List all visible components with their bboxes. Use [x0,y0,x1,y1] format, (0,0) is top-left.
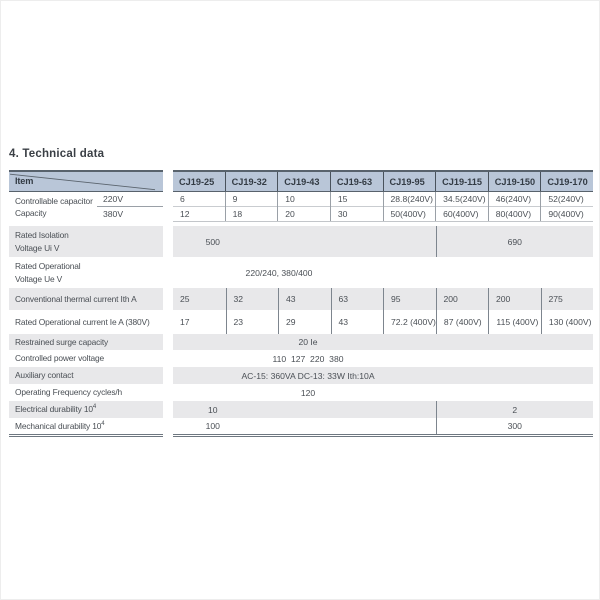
value-cell: 20 Ie [298,337,318,347]
row-label-text: Rated Operational current Ie A (380V) [15,316,150,327]
row-label-line [15,293,163,305]
value-cell: 80(400V) [495,208,532,219]
value-cell: 29 [278,310,331,334]
row-label [9,401,163,418]
row-label [9,257,163,288]
capacitor-column [540,192,593,221]
bottom-border-data-segment [173,434,593,437]
column-gap [163,170,173,192]
technical-data-table [9,170,593,438]
column-gap [163,350,173,367]
row-label-line [15,260,163,272]
table-row-ie [9,310,593,334]
row-label-text: Rated Operational [15,261,81,272]
voltage-sublabel: 220V [97,192,163,207]
value-cell: 20 [285,208,295,219]
capacitor-label-line: Capacity [15,208,47,218]
value-cell: 6 [173,192,225,207]
value-cell: 120 [300,387,316,398]
column-gap [163,434,173,438]
value-cell: 25 [180,294,190,304]
row-values [173,334,593,350]
row-values [173,418,593,434]
value-cell: 50(400V) [390,208,426,219]
value-cell: 46(240V) [489,192,541,207]
row-label-line [15,229,163,241]
value-cell: 130 (400V) [541,310,594,334]
row-label-text: Electrical durability 10 [15,404,93,415]
row-values [173,350,593,367]
capacitor-label [15,195,163,219]
value-cell: 200 [436,288,489,310]
item-header-label: Item [15,175,34,186]
value-cell: 115 (400V) [488,310,541,334]
bottom-border-label-segment [9,434,163,437]
value-cell: 52(240V) [541,192,593,207]
column-header: CJ19-95 [383,172,436,191]
row-label-line [15,386,163,398]
superscript: 4 [101,421,105,428]
table-row-elec [9,401,593,418]
superscript: 4 [92,404,97,411]
row-label-line [15,352,163,364]
row-label-line [15,242,163,254]
row-label-text: Controlled power voltage [15,353,105,364]
column-gap [163,192,173,222]
header-columns [173,170,593,192]
capacitor-column [330,192,383,221]
value-cell: 18 [232,208,243,219]
value-cell: 100 [205,421,220,431]
row-label [9,350,163,367]
capacitor-column [383,192,436,221]
value-cell: 200 [488,288,541,310]
value-cell: 63 [331,288,384,310]
row-label-line [15,369,163,381]
value-cell: AC-15: 360VA DC-13: 33W Ith:10A [241,370,375,381]
column-header: CJ19-115 [435,172,488,191]
column-gap [163,418,173,434]
value-cell: 300 [436,418,594,434]
value-cell: 10 [207,404,218,415]
table-row-surge [9,334,593,350]
row-label-line [15,316,163,328]
row-label-text: Auxiliary contact [15,370,74,381]
row-label-text: Conventional thermal current Ith A [15,293,137,304]
table-row-freq [9,384,593,401]
value-cell: 95 [383,288,436,310]
value-cell: 32 [226,288,279,310]
value-cell: 220/240, 380/400 [245,267,313,278]
value-cell: 15 [331,192,383,207]
row-values [173,384,593,401]
value-cell: 690 [436,226,594,257]
row-label [9,334,163,350]
value-cell: 110 127 220 380 [272,353,344,364]
column-gap [163,334,173,350]
table-row-ue [9,257,593,288]
capacitor-column [435,192,488,221]
value-cell: 2 [436,401,594,418]
table-header-row [9,170,593,192]
column-header: CJ19-25 [179,176,215,187]
column-gap [163,401,173,418]
table-row-mech [9,418,593,434]
row-label-text: Voltage Ui V [15,242,60,253]
value-cell: 500 [205,236,220,247]
value-cell: 10 [278,192,330,207]
column-header: CJ19-63 [330,172,383,191]
row-label-line [15,420,163,432]
column-gap [163,226,173,257]
row-label-line [15,403,163,415]
value-cell: 72.2 (400V) [383,310,436,334]
column-header: CJ19-150 [488,172,541,191]
capacitor-values [173,192,593,222]
capacitor-column [277,192,330,221]
table-bottom-border [9,434,593,438]
row-values [173,401,593,418]
value-cell: 30 [337,208,348,219]
row-label-text: Mechanical durability 10 [15,420,102,431]
value-cell: 12 [180,208,190,219]
column-header: CJ19-32 [225,172,278,191]
row-label-text: Rated Isolation [15,230,69,241]
column-header: CJ19-43 [277,172,330,191]
value-cell: 28.8(240V) [384,192,436,207]
column-header: CJ19-170 [540,172,593,191]
table-row-ith [9,288,593,310]
row-label [9,310,163,334]
row-label-text: Restrained surge capacity [15,336,109,347]
row-values [173,288,593,310]
table-row-aux [9,367,593,384]
value-cell: 43 [331,310,384,334]
row-label [9,226,163,257]
value-cell: 34.5(240V) [436,192,488,207]
table-row-cpv [9,350,593,367]
column-gap [163,257,173,288]
row-values [173,367,593,384]
capacitor-column [488,192,541,221]
row-label [9,288,163,310]
row-label-line [15,336,163,348]
value-cell: 17 [180,317,190,327]
item-header-cell [9,170,163,192]
column-gap [163,384,173,401]
capacitor-column [173,192,225,221]
value-cell: 23 [226,310,279,334]
table-row-ui [9,226,593,257]
value-cell: 9 [226,192,278,207]
page-title: 4. Technical data [9,148,105,160]
capacitor-row-group [9,192,593,222]
column-gap [163,367,173,384]
row-label [9,384,163,401]
value-cell: 43 [278,288,331,310]
capacitor-label-cell [9,192,163,222]
value-cell: 87 (400V) [436,310,489,334]
capacitor-label-line: Controllable capacitor [15,195,93,206]
row-label-line [15,273,163,285]
column-gap [163,310,173,334]
value-cell: 60(400V) [443,208,479,219]
row-values [173,310,593,334]
voltage-sublabel: 380V [103,209,124,220]
column-gap [163,288,173,310]
capacitor-column [225,192,278,221]
row-label-text: Voltage Ue V [15,273,63,284]
row-values [173,257,593,288]
row-label-text: Operating Frequency cycles/h [15,387,123,398]
row-label [9,418,163,434]
value-cell: 275 [541,288,594,310]
row-label [9,367,163,384]
row-values [173,226,593,257]
value-cell: 90(400V) [548,208,584,219]
